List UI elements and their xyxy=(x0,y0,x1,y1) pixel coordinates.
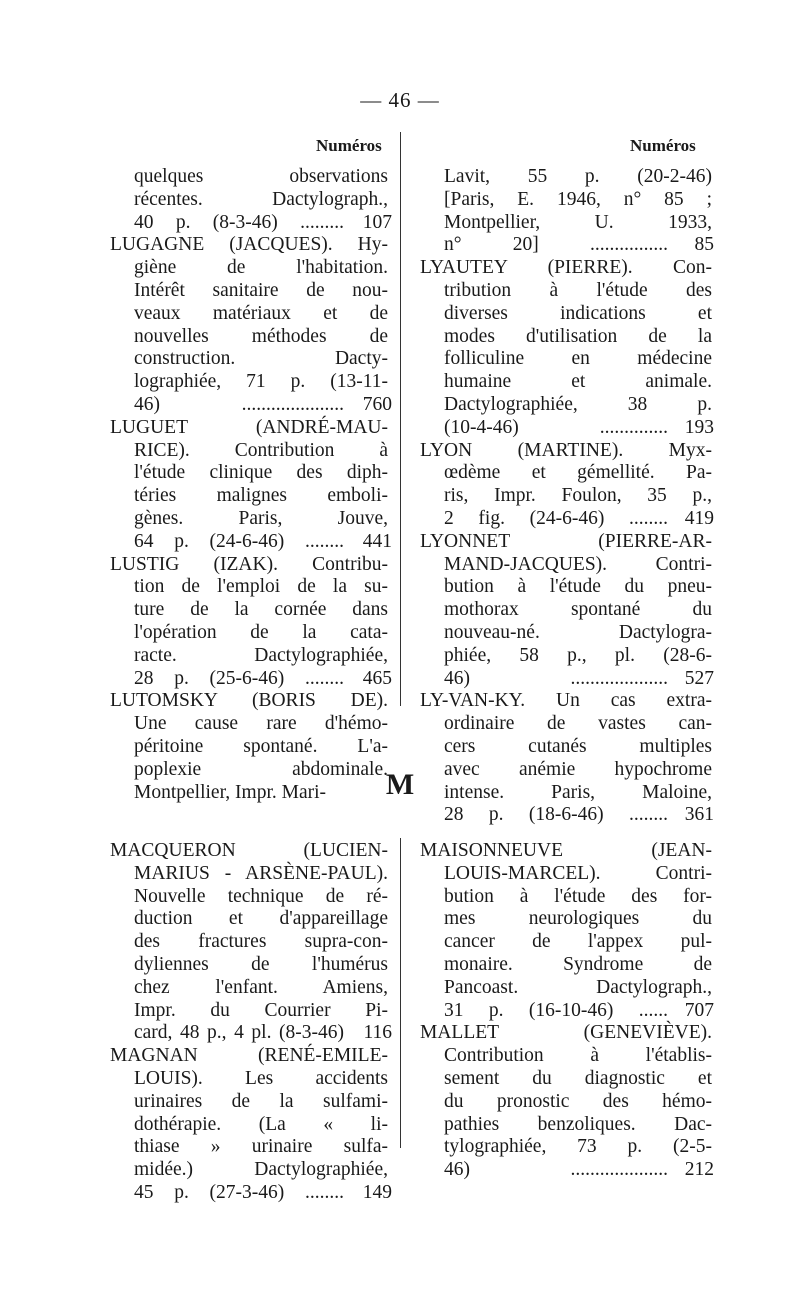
entry-line: lographiée, 71 p. (13-11- xyxy=(134,371,388,393)
entry-line: card, 48 p., 4 pl. (8-3-46) xyxy=(134,1022,344,1044)
page-number: — 46 — xyxy=(360,88,440,112)
entry-line: MAGNAN (RENÉ-EMILE- xyxy=(110,1045,388,1067)
entry-line: poplexie abdominale. xyxy=(134,758,388,780)
entry-line: ordinaire de vastes can- xyxy=(444,713,712,735)
entry-line: ture de la cornée dans xyxy=(134,599,388,621)
entry-line: LOUIS). Les accidents xyxy=(134,1067,388,1089)
entry-line: dothérapie. (La « li- xyxy=(134,1113,388,1135)
entry-line: du pronostic des hémo- xyxy=(444,1090,712,1112)
bibliography-entry xyxy=(110,416,392,554)
entry-line: duction et d'appareillage xyxy=(134,908,388,930)
entry-line: urinaires de la sulfami- xyxy=(134,1090,388,1112)
bibliography-entry xyxy=(110,166,392,234)
right-column-top xyxy=(420,166,712,827)
entry-number: 419 xyxy=(684,507,714,529)
entry-line: téries malignes emboli- xyxy=(134,485,388,507)
bibliography-entry xyxy=(420,840,712,1022)
entry-line: LY-VAN-KY. Un cas extra- xyxy=(420,690,712,712)
bibliography-entry xyxy=(110,553,392,691)
entry-line: bution à l'étude du pneu- xyxy=(444,576,712,598)
numeros-header-left: Numéros xyxy=(316,136,382,155)
left-column-bottom xyxy=(110,840,392,1205)
entry-line: l'étude clinique des diph- xyxy=(134,462,388,484)
entry-line: LYAUTEY (PIERRE). Con- xyxy=(420,257,712,279)
entry-line: LUGAGNE (JACQUES). Hy- xyxy=(110,234,388,256)
bibliography-entry xyxy=(420,166,712,257)
entry-line: Impr. du Courrier Pi- xyxy=(134,999,388,1021)
entry-line: Pancoast. Dactylograph., xyxy=(444,976,712,998)
entry-line: (10-4-46) .............. xyxy=(444,416,668,438)
entry-number: 107 xyxy=(362,211,392,233)
entry-line: LOUIS-MARCEL). Contri- xyxy=(444,862,712,884)
entry-line: 40 p. (8-3-46) ......... xyxy=(134,211,344,233)
bibliography-entry xyxy=(110,1045,392,1205)
entry-line: Contribution à l'établis- xyxy=(444,1045,712,1067)
entry-line: diverses indications et xyxy=(444,302,712,324)
entry-line: RICE). Contribution à xyxy=(134,439,388,461)
entry-line: midée.) Dactylographiée, xyxy=(134,1159,388,1181)
entry-line: Dactylographiée, 38 p. xyxy=(444,393,712,415)
entry-number: 193 xyxy=(684,416,714,438)
bibliography-entry xyxy=(110,840,392,1045)
entry-line: péritoine spontané. L'a- xyxy=(134,735,388,757)
entry-number: 441 xyxy=(362,530,392,552)
bibliography-entry xyxy=(420,257,712,439)
entry-line: monaire. Syndrome de xyxy=(444,953,712,975)
entry-number: 527 xyxy=(684,667,714,689)
entry-line: tylographiée, 73 p. (2-5- xyxy=(444,1136,712,1158)
entry-line: MARIUS - ARSÈNE-PAUL). xyxy=(134,862,388,884)
entry-line: Une cause rare d'hémo- xyxy=(134,713,388,735)
entry-line: avec anémie hypochrome xyxy=(444,758,712,780)
bibliography-entry xyxy=(110,234,392,416)
column-divider-top xyxy=(400,132,401,706)
entry-line: MACQUERON (LUCIEN- xyxy=(110,840,388,861)
entry-line: cers cutanés multiples xyxy=(444,735,712,757)
entry-line: 31 p. (16-10-46) ...... xyxy=(444,999,668,1021)
entry-line: bution à l'étude des for- xyxy=(444,885,712,907)
section-letter: M xyxy=(385,768,415,801)
entry-line: gènes. Paris, Jouve, xyxy=(134,507,388,529)
entry-line: 46) .................... xyxy=(444,1159,668,1181)
entry-line: folliculine en médecine xyxy=(444,348,712,370)
entry-line: racte. Dactylographiée, xyxy=(134,644,388,666)
entry-line: 28 p. (25-6-46) ........ xyxy=(134,667,344,689)
column-divider-bottom xyxy=(400,838,401,1148)
entry-number: 116 xyxy=(363,1022,392,1044)
entry-line: intense. Paris, Maloine, xyxy=(444,781,712,803)
entry-line: mothorax spontané du xyxy=(444,599,712,621)
entry-line: chez l'enfant. Amiens, xyxy=(134,976,388,998)
entry-line: dyliennes de l'humérus xyxy=(134,953,388,975)
entry-line: nouveau-né. Dactylogra- xyxy=(444,621,712,643)
entry-line: phiée, 58 p., pl. (28-6- xyxy=(444,644,712,666)
entry-line: LUSTIG (IZAK). Contribu- xyxy=(110,553,388,575)
bibliography-entry xyxy=(420,1022,712,1182)
entry-line: ris, Impr. Foulon, 35 p., xyxy=(444,485,712,507)
entry-number: 149 xyxy=(362,1181,392,1203)
entry-line: Intérêt sanitaire de nou- xyxy=(134,279,388,301)
entry-line: Nouvelle technique de ré- xyxy=(134,885,388,907)
entry-line: 2 fig. (24-6-46) ........ xyxy=(444,507,668,529)
entry-line: veaux matériaux et de xyxy=(134,302,388,324)
entry-line: Montpellier, Impr. Mari- xyxy=(134,781,327,803)
entry-line: Montpellier, U. 1933, xyxy=(444,211,712,233)
entry-line: giène de l'habitation. xyxy=(134,257,388,279)
entry-number: 465 xyxy=(362,667,392,689)
numeros-header-right: Numéros xyxy=(630,136,696,155)
entry-line: MAISONNEUVE (JEAN- xyxy=(420,840,712,861)
entry-line: [Paris, E. 1946, n° 85 ; xyxy=(444,188,712,210)
entry-line: construction. Dacty- xyxy=(134,348,388,370)
entry-line: des fractures supra-con- xyxy=(134,931,388,953)
entry-line: MAND-JACQUES). Contri- xyxy=(444,553,712,575)
entry-line: modes d'utilisation de la xyxy=(444,325,712,347)
entry-line: l'opération de la cata- xyxy=(134,621,388,643)
entry-number: 85 xyxy=(694,234,714,256)
right-column-bottom xyxy=(420,840,712,1182)
entry-line: thiase » urinaire sulfa- xyxy=(134,1136,388,1158)
entry-line: 45 p. (27-3-46) ........ xyxy=(134,1181,344,1203)
entry-line: tribution à l'étude des xyxy=(444,279,712,301)
entry-line: pathies benzoliques. Dac- xyxy=(444,1113,712,1135)
entry-line: récentes. Dactylograph., xyxy=(134,188,388,210)
entry-line: sement du diagnostic et xyxy=(444,1067,712,1089)
entry-number: 361 xyxy=(684,804,714,826)
entry-line: LYON (MARTINE). Myx- xyxy=(420,439,712,461)
entry-number: 212 xyxy=(684,1159,714,1181)
entry-line: Lavit, 55 p. (20-2-46) xyxy=(444,166,712,187)
entry-line: quelques observations xyxy=(134,166,388,187)
bibliography-entry xyxy=(420,690,712,827)
entry-line: œdème et gémellité. Pa- xyxy=(444,462,712,484)
entry-line: humaine et animale. xyxy=(444,371,712,393)
entry-line: 64 p. (24-6-46) ........ xyxy=(134,530,344,552)
entry-line: tion de l'emploi de la su- xyxy=(134,576,388,598)
entry-number: 707 xyxy=(684,999,714,1021)
entry-number: 760 xyxy=(362,393,392,415)
entry-line: 46) .................... xyxy=(444,667,668,689)
entry-line: 46) ..................... xyxy=(134,393,344,415)
entry-line: cancer de l'appex pul- xyxy=(444,931,712,953)
entry-line: 28 p. (18-6-46) ........ xyxy=(444,804,668,826)
bibliography-entry xyxy=(420,531,712,691)
bibliography-entry xyxy=(420,440,712,531)
entry-line: LUGUET (ANDRÉ-MAU- xyxy=(110,416,388,438)
entry-line: n° 20] ................ xyxy=(444,234,668,256)
entry-line: LYONNET (PIERRE-AR- xyxy=(420,530,712,552)
entry-line: MALLET (GENEVIÈVE). xyxy=(420,1022,712,1044)
entry-line: nouvelles méthodes de xyxy=(134,325,388,347)
left-column-top xyxy=(110,166,392,804)
entry-line: LUTOMSKY (BORIS DE). xyxy=(110,690,388,712)
entry-line: mes neurologiques du xyxy=(444,908,712,930)
